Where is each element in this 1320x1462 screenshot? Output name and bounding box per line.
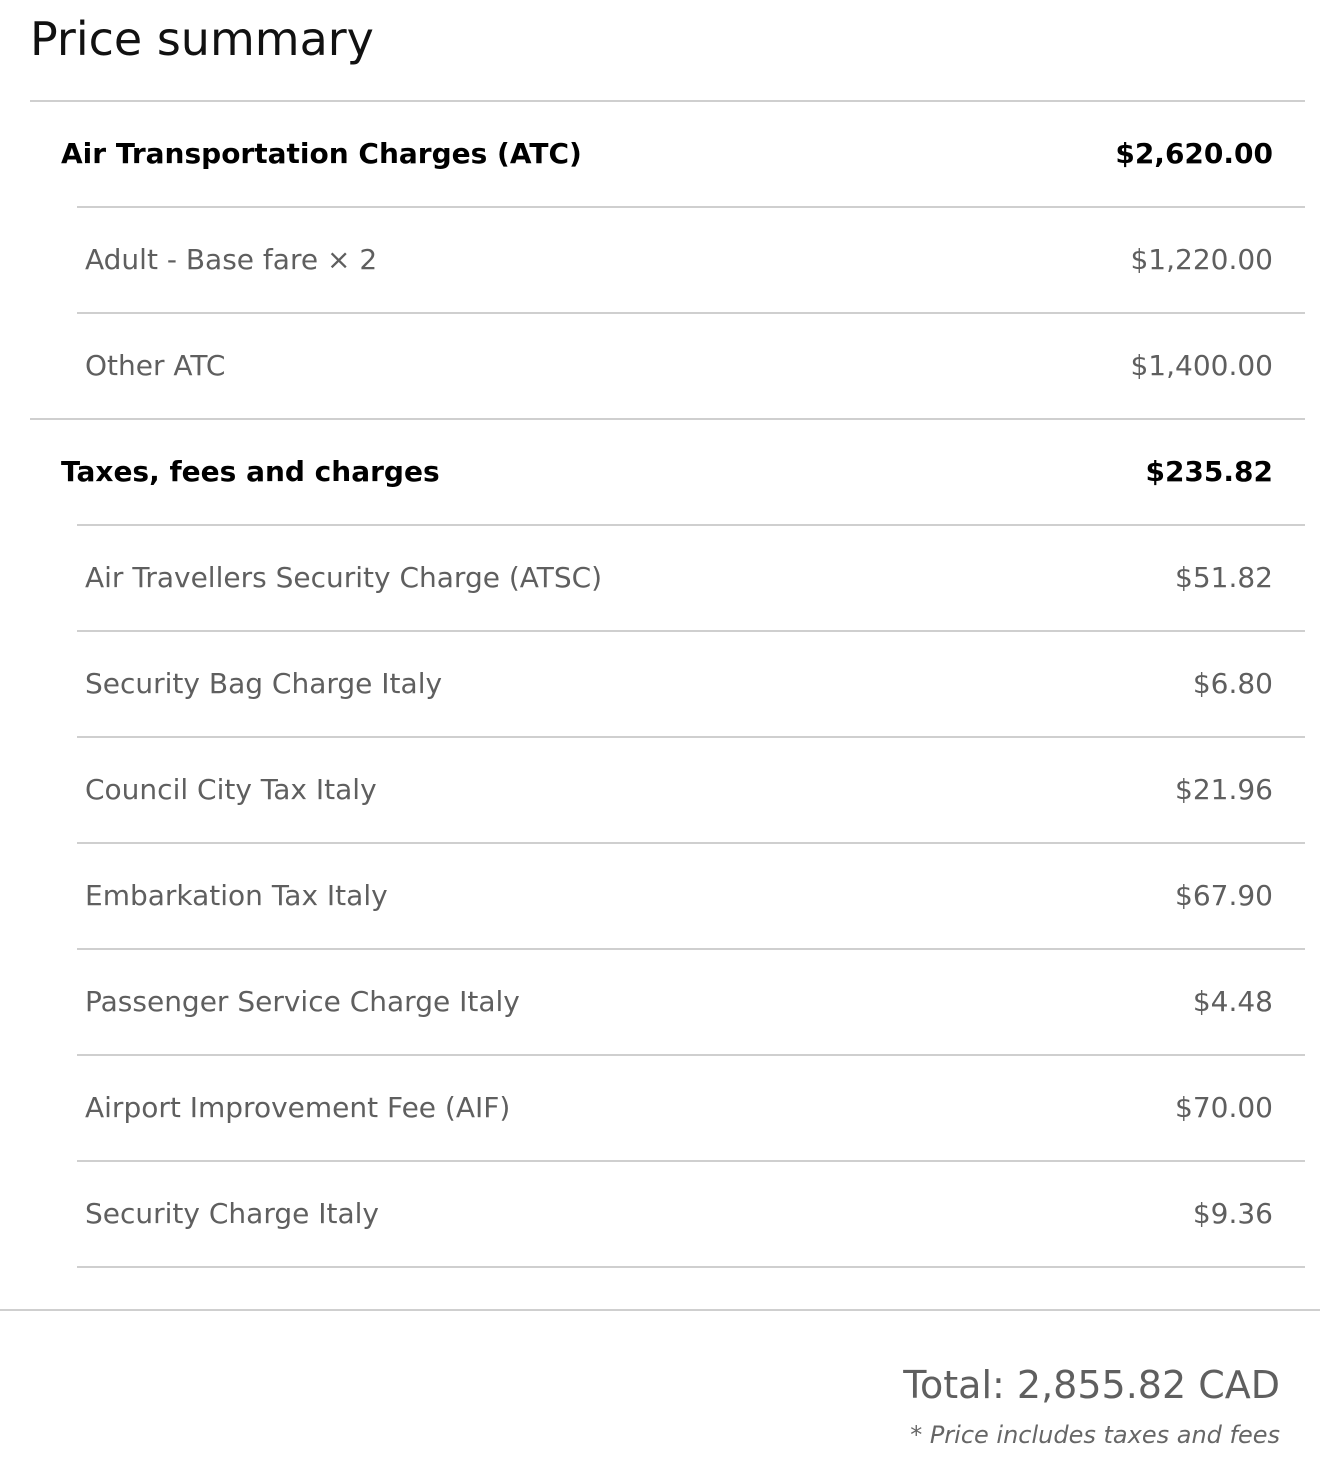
line-item-amount: $9.36 xyxy=(1192,1197,1273,1230)
line-item-amount: $21.96 xyxy=(1175,773,1273,806)
page-title: Price summary xyxy=(30,12,374,66)
line-item-label: Council City Tax Italy xyxy=(85,773,377,806)
section-row-atc xyxy=(30,100,1305,205)
line-item-row xyxy=(77,948,1305,1053)
line-item-label: Security Bag Charge Italy xyxy=(85,667,443,700)
line-item-row xyxy=(77,630,1305,735)
section-label: Taxes, fees and charges xyxy=(61,455,440,488)
line-item-row xyxy=(77,736,1305,841)
line-item-label: Embarkation Tax Italy xyxy=(85,879,388,912)
line-item-label: Air Travellers Security Charge (ATSC) xyxy=(85,561,603,594)
price-footer xyxy=(0,1309,1320,1462)
line-item-row-partial xyxy=(77,1266,1305,1310)
line-item-amount: $1,400.00 xyxy=(1130,349,1273,382)
line-item-row xyxy=(77,524,1305,629)
line-item-label: Security Charge Italy xyxy=(85,1197,379,1230)
line-item-amount: $67.90 xyxy=(1175,879,1273,912)
line-item-label: Other ATC xyxy=(85,349,226,382)
line-item-amount: $51.82 xyxy=(1175,561,1273,594)
line-item-label: Adult - Base fare × 2 xyxy=(85,243,378,276)
line-item-row xyxy=(77,1160,1305,1265)
line-item-amount: $6.80 xyxy=(1192,667,1273,700)
line-item-label: Passenger Service Charge Italy xyxy=(85,985,520,1018)
section-row-taxes xyxy=(30,418,1305,523)
line-item-amount: $70.00 xyxy=(1175,1091,1273,1124)
line-item-row xyxy=(77,312,1305,417)
section-amount: $2,620.00 xyxy=(1115,137,1273,170)
total-price: Total: 2,855.82 CAD xyxy=(903,1363,1280,1407)
line-item-amount: $4.48 xyxy=(1192,985,1273,1018)
line-item-row xyxy=(77,1054,1305,1159)
price-note: * Price includes taxes and fees xyxy=(910,1421,1280,1449)
section-label: Air Transportation Charges (ATC) xyxy=(61,137,582,170)
line-item-amount: $1,220.00 xyxy=(1130,243,1273,276)
section-amount: $235.82 xyxy=(1145,455,1273,488)
line-item-row xyxy=(77,842,1305,947)
line-item-label: Airport Improvement Fee (AIF) xyxy=(85,1091,511,1124)
line-item-row xyxy=(77,206,1305,311)
